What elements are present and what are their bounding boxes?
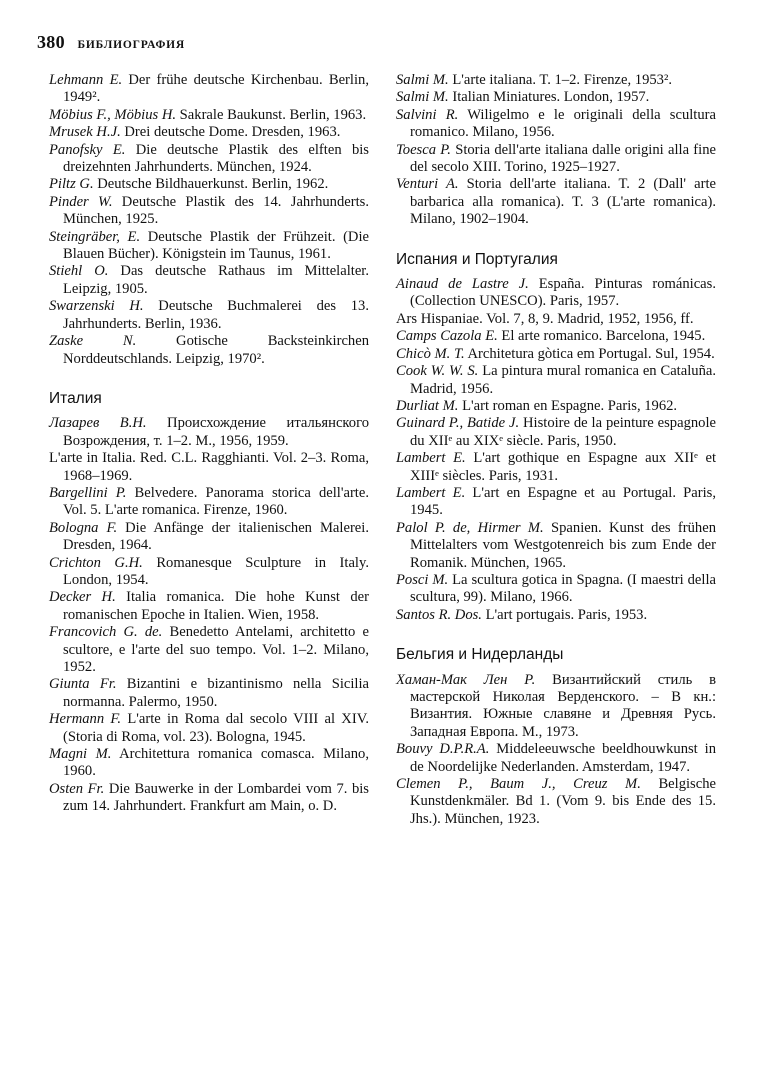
entry-author: Palol P. de, Hirmer M. (396, 519, 544, 536)
bibliography-entry (49, 229, 369, 264)
page-header (37, 32, 185, 53)
entry-author: Pinder W. (49, 193, 113, 210)
entry-text: Architetura gòtica em Portugal. Sul, 1954. (464, 345, 715, 362)
entry-author: Swarzenski H. (49, 298, 144, 315)
bibliography-entry (49, 589, 369, 624)
bibliography-entry (396, 107, 716, 142)
entry-author: Ainaud de Lastre J. (396, 276, 529, 293)
entries-italy (49, 415, 369, 815)
bibliography-entry (396, 72, 716, 89)
bibliography-entry (49, 781, 369, 816)
bibliography-entry (49, 142, 369, 177)
bibliography-entry (396, 776, 716, 828)
entry-text: Bizantini e bizantinismo nella Sicilia normanna. Palermo, 1950. (63, 676, 369, 710)
bibliography-entry (49, 194, 369, 229)
bibliography-entry (49, 711, 369, 746)
entry-text: Belgische Kunstdenkmäler. Bd 1. (Vom 9. bis Ende des 15. Jhs.). München, 1923. (410, 776, 716, 827)
entry-author: Lambert E. (396, 484, 466, 501)
entry-author: Möbius F., Möbius H. (49, 106, 177, 123)
entry-text: Benedetto Antelami, architetto e scultore, e l'arte del suo tempo. Vol. 1–2. Milano, 1952. (63, 624, 369, 675)
entry-text: Architettura romanica comasca. Milano, 1960. (63, 746, 369, 780)
section-heading-belgium-netherlands: Бельгия и Нидерланды (396, 646, 564, 664)
bibliography-entry (396, 398, 716, 415)
entry-text: L'arte in Roma dal secolo VIII al XIV. (Storia di Roma, vol. 23). Bologna, 1945. (63, 711, 369, 745)
page-number: 380 (37, 32, 65, 52)
entry-text: La pintura mural romanica en Cataluña. Madrid, 1956. (410, 363, 716, 397)
bibliography-entry (49, 124, 369, 141)
entry-author: Salmi M. (396, 89, 449, 106)
entry-text: L'art portugais. Paris, 1953. (481, 606, 648, 623)
entry-author: Хаман-Мак Лен Р. (396, 671, 536, 688)
entry-author: Steingräber, E. (49, 228, 141, 245)
entries-germany (49, 72, 369, 368)
entry-text: El arte romanico. Barcelona, 1945. (497, 328, 706, 345)
entry-author: Venturi A. (396, 176, 459, 193)
bibliography-entry (396, 142, 716, 177)
entry-author: Posci M. (396, 571, 449, 588)
entry-author: Bargellini P. (49, 484, 127, 501)
entry-author: Santos R. Dos. (396, 606, 482, 623)
bibliography-entry (396, 520, 716, 572)
right-column (396, 72, 716, 828)
bibliography-entry (49, 520, 369, 555)
bibliography-entry (396, 89, 716, 106)
entry-text: Deutsche Bildhauerkunst. Berlin, 1962. (93, 176, 329, 193)
bibliography-entry (49, 485, 369, 520)
entry-text: Belvedere. Panorama storica dell'arte. Vol. 5. L'arte romanica. Firenze, 1960. (63, 484, 369, 519)
entry-text: Histoire de la peinture espagnole du XIIᵉ au XIXᵉ siècle. Paris, 1950. (410, 415, 716, 449)
entries-italy-continued (396, 72, 716, 229)
bibliography-entry (396, 415, 716, 450)
entry-text: Middeleeuwsche beeldhouwkunst in de Noordelijke Nederlanden. Amsterdam, 1947. (410, 741, 716, 775)
section-heading-italy: Италия (49, 389, 102, 407)
entry-author: Cook W. W. S. (396, 363, 479, 380)
entry-text: Spanien. Kunst des frühen Mittelalters vom Westgotenreich bis zum Ende der Romanik. München, 1965. (410, 519, 717, 571)
entry-author: Durliat M. (396, 397, 459, 414)
running-title: БИБЛИОГРАФИЯ (77, 39, 185, 51)
entry-text: Italia romanica. Die hohe Kunst der romanischen Epoche in Italien. Wien, 1958. (63, 589, 369, 623)
entry-text: Italian Miniatures. London, 1957. (448, 89, 650, 106)
bibliography-entry (49, 624, 369, 676)
bibliography-entry (49, 746, 369, 781)
entry-author: Salmi M. (396, 72, 449, 88)
entry-author: Camps Cazola E. (396, 328, 498, 345)
entry-author: Hermann F. (49, 711, 122, 728)
entry-author: Toesca P. (396, 141, 451, 158)
bibliography-entry (396, 572, 716, 607)
entry-author: Lehmann E. (49, 72, 123, 88)
bibliography-entry (396, 485, 716, 520)
bibliography-entry (396, 363, 716, 398)
entry-text: L'arte in Italia. Red. C.L. Ragghianti. Vol. 2–3. Roma, 1968–1969. (49, 450, 369, 484)
entry-author: Decker H. (49, 589, 116, 606)
entry-text: Die Anfänge der italienischen Malerei. Dresden, 1964. (63, 519, 369, 554)
bibliography-entry (396, 346, 716, 363)
bibliography-entry (49, 676, 369, 711)
entry-text: Deutsche Plastik des 14. Jahrhunderts. München, 1925. (63, 193, 369, 228)
entry-text: L'art roman en Espagne. Paris, 1962. (458, 397, 678, 414)
entry-author: Piltz G. (49, 176, 94, 193)
section-heading-spain-portugal: Испания и Португалия (396, 250, 558, 268)
entry-author: Stiehl O. (49, 263, 109, 280)
left-column (49, 72, 369, 816)
entry-text: Ars Hispaniae. Vol. 7, 8, 9. Madrid, 1952, 1956, ff. (396, 310, 694, 327)
entry-author: Crichton G.H. (49, 554, 143, 571)
entries-belgium-netherlands (396, 672, 716, 829)
bibliography-entry (49, 555, 369, 590)
entry-author: Magni M. (49, 746, 112, 763)
entry-author: Лазарев В.Н. (49, 415, 147, 432)
bibliography-entry (49, 263, 369, 298)
entry-author: Bologna F. (49, 519, 118, 536)
bibliography-entry (49, 176, 369, 193)
bibliography-entry (396, 607, 716, 624)
entry-text: Storia dell'arte italiana dalle origini alla fine del secolo XIII. Torino, 1925–1927. (410, 141, 716, 176)
entry-author: Guinard P., Batide J. (396, 415, 520, 432)
entry-author: Giunta Fr. (49, 676, 117, 693)
entry-author: Chicò M. T. (396, 345, 465, 362)
entry-text: Das deutsche Rathaus im Mittelalter. Leipzig, 1905. (63, 263, 369, 297)
entry-text: Die deutsche Plastik des elften bis dreizehnten Jahrhunderts. München, 1924. (63, 141, 369, 176)
bibliography-entry (49, 333, 369, 368)
bibliography-entry (396, 450, 716, 485)
entry-author: Lambert E. (396, 450, 466, 467)
entry-text: Romanesque Sculpture in Italy. London, 1954. (63, 554, 369, 588)
bibliography-entry (396, 276, 716, 311)
entry-text: Storia dell'arte italiana. T. 2 (Dall' arte barbarica alla romanica). T. 3 (L'arte romanica). Milano, 1902–1904. (410, 176, 716, 228)
entry-author: Zaske N. (49, 333, 137, 350)
entry-text: Die Bauwerke in der Lombardei vom 7. bis zum 14. Jahrhundert. Frankfurt am Main, o. D. (63, 780, 369, 815)
entry-text: Gotische Backsteinkirchen Norddeutschlands. Leipzig, 1970². (63, 333, 370, 367)
bibliography-entry (396, 176, 716, 228)
bibliography-entry (396, 311, 716, 328)
entry-text: Deutsche Plastik der Frühzeit. (Die Blauen Bücher). Königstein im Taunus, 1961. (63, 228, 369, 263)
entry-text: L'art gothique en Espagne aux XIIᵉ et XIIIᵉ siècles. Paris, 1931. (410, 450, 716, 484)
entry-text: España. Pinturas románicas. (Collection UNESCO). Paris, 1957. (410, 276, 716, 310)
bibliography-entry (49, 450, 369, 485)
bibliography-entry (49, 298, 369, 333)
entry-author: Mrusek H.J. (49, 124, 121, 141)
entry-text: L'art en Espagne et au Portugal. Paris, 1945. (410, 484, 717, 519)
entry-text: Deutsche Buchmalerei des 13. Jahrhunderts. Berlin, 1936. (63, 298, 369, 332)
entries-spain-portugal (396, 276, 716, 624)
entry-author: Bouvy D.P.R.A. (396, 741, 490, 758)
bibliography-entry (49, 72, 369, 107)
entry-text: Wiligelmo e le originali della scultura romanico. Milano, 1956. (410, 106, 716, 141)
entry-author: Panofsky E. (49, 141, 126, 158)
bibliography-entry (49, 107, 369, 124)
bibliography-entry (396, 741, 716, 776)
entry-author: Osten Fr. (49, 780, 105, 797)
entry-text: Sakrale Baukunst. Berlin, 1963. (176, 106, 367, 123)
entry-author: Salvini R. (396, 106, 459, 123)
bibliography-entry (49, 415, 369, 450)
entry-text: Drei deutsche Dome. Dresden, 1963. (120, 124, 341, 141)
bibliography-entry (396, 672, 716, 742)
entry-text: Византийский стиль в мастерской Николая Верденского. – В кн.: Византия. Южные славяне и Древняя Русь. Западная Европа. М., 1973. (410, 671, 716, 740)
entry-text: Происхождение итальянского Возрождения, т. 1–2. М., 1956, 1959. (63, 415, 369, 449)
entry-text: La scultura gotica in Spagna. (I maestri della scultura, 99). Milano, 1966. (410, 571, 716, 606)
entry-author: Francovich G. de. (49, 624, 163, 641)
bibliography-entry (396, 328, 716, 345)
entry-author: Clemen P., Baum J., Creuz M. (396, 776, 641, 793)
entry-text: L'arte italiana. T. 1–2. Firenze, 1953². (448, 72, 672, 88)
entry-text: Der frühe deutsche Kirchenbau. Berlin, 1949². (63, 72, 369, 106)
